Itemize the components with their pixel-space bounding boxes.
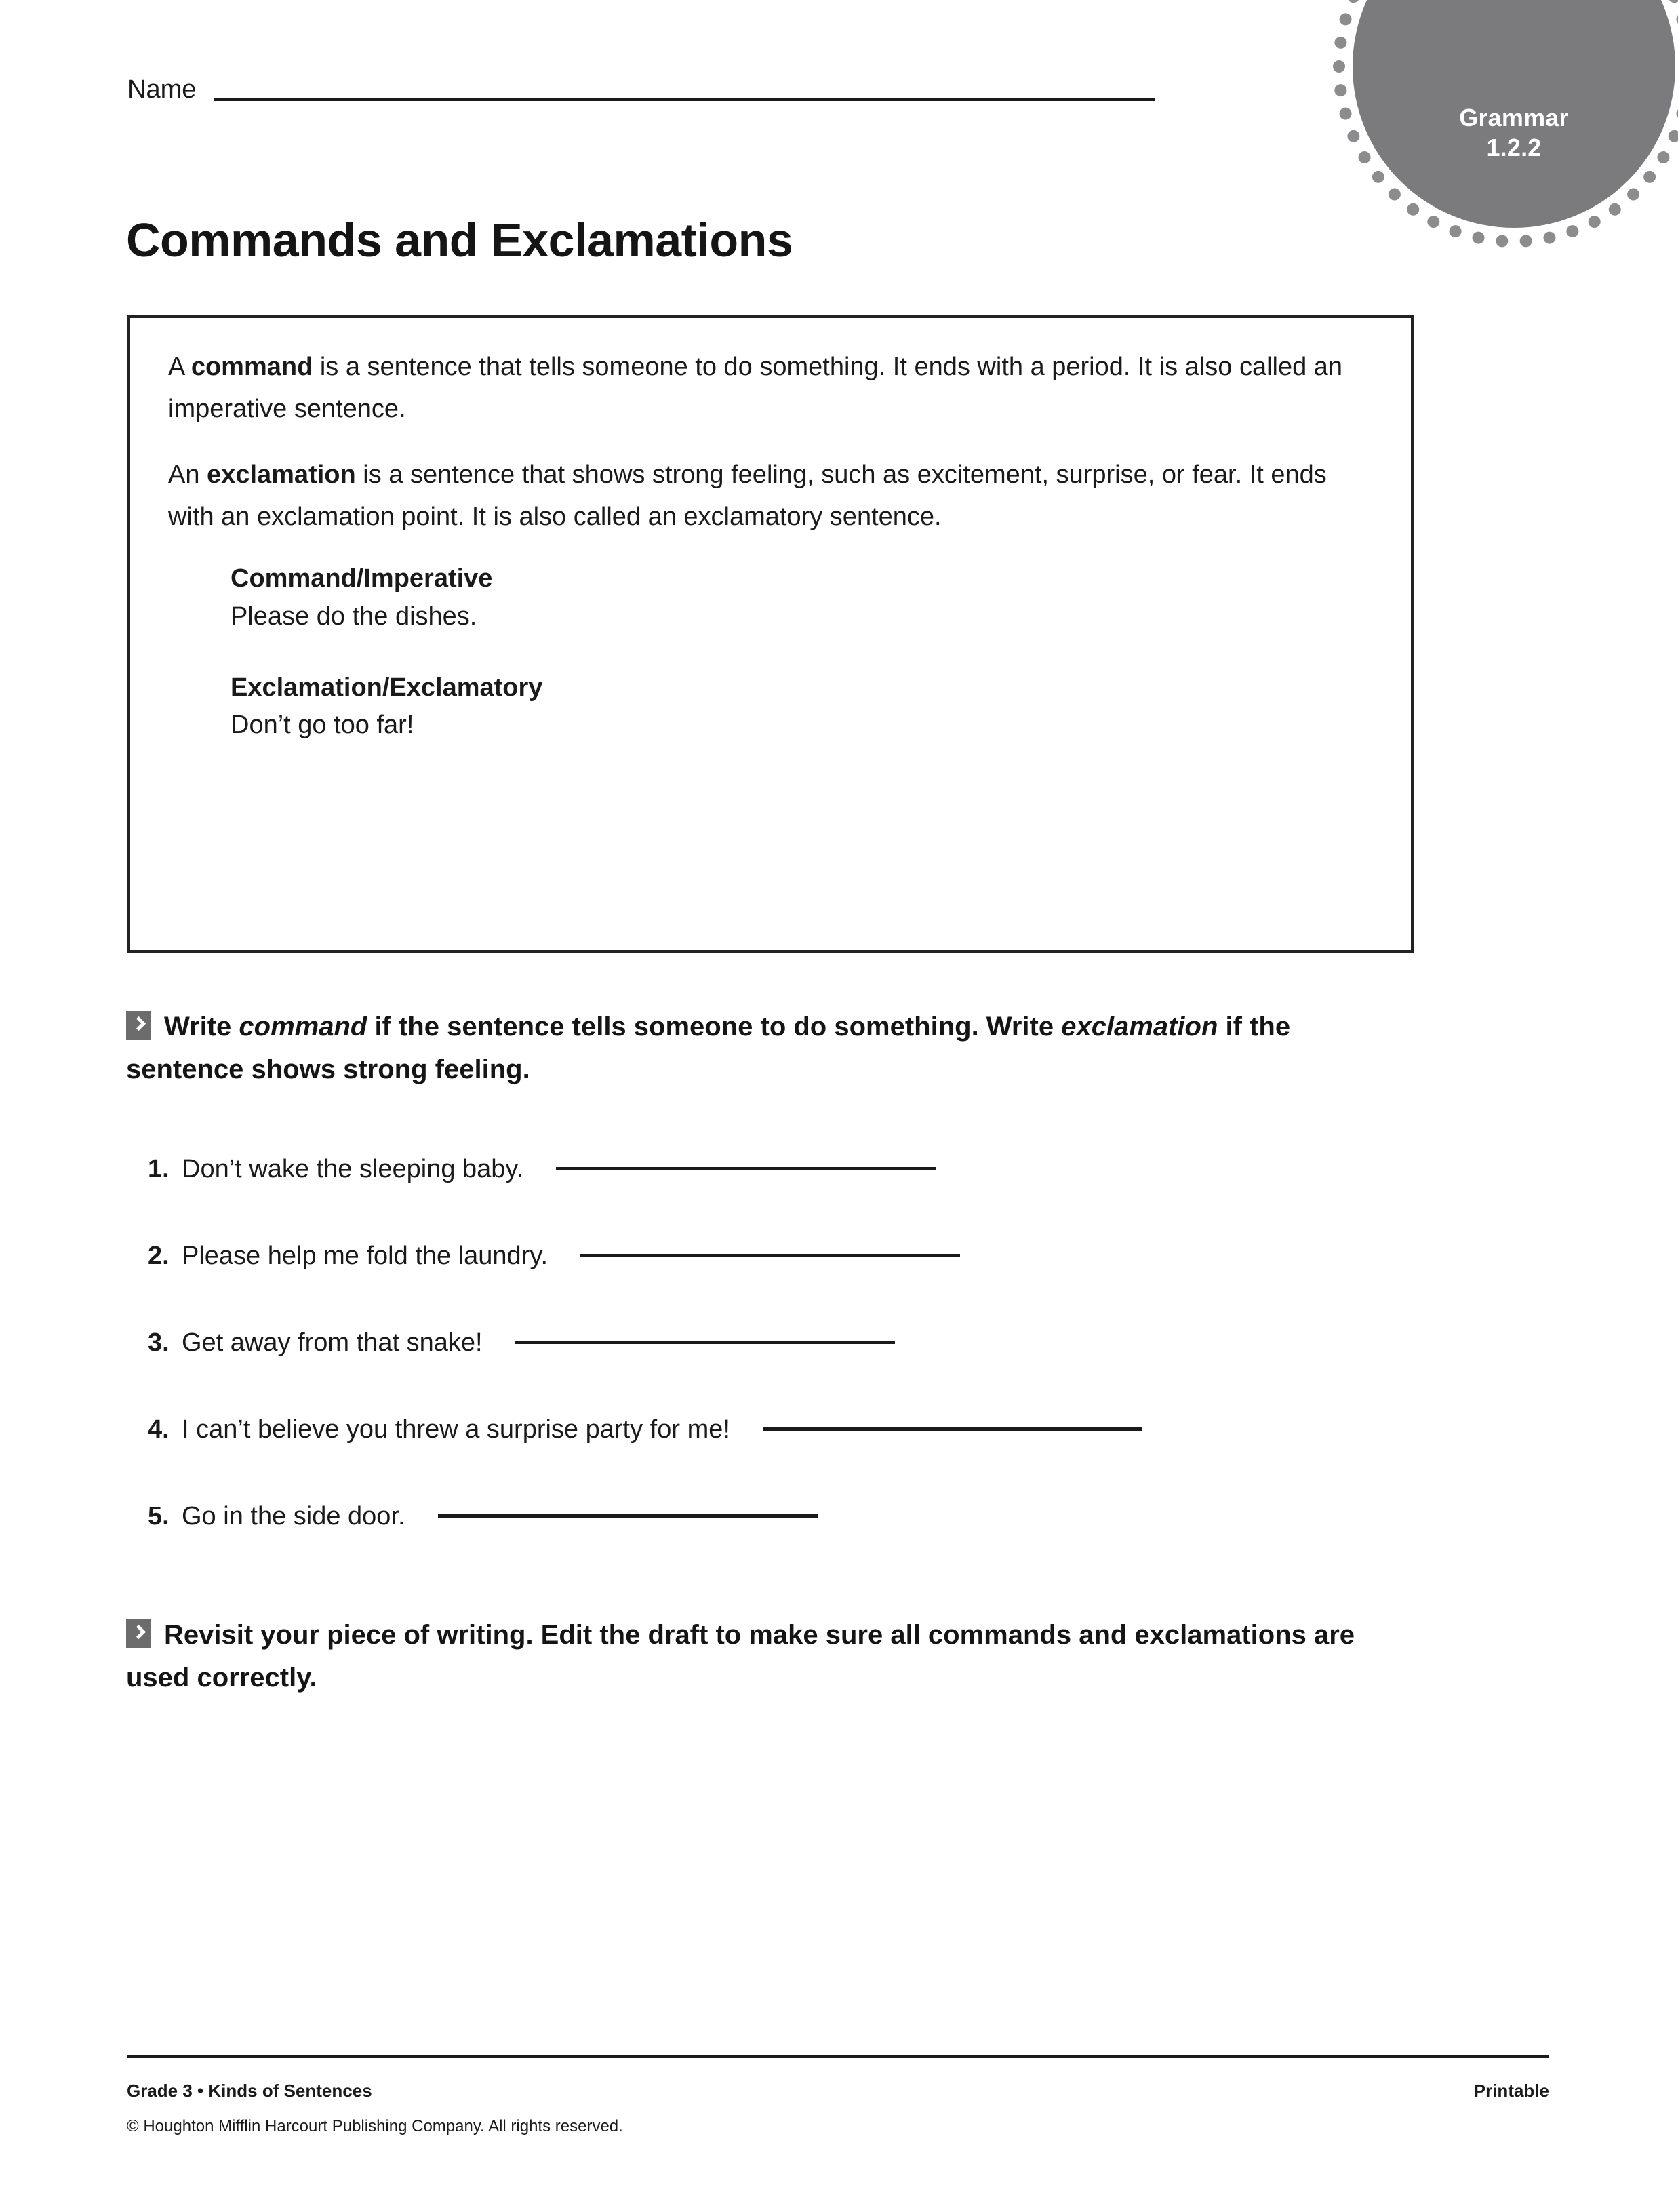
directive1-italic2: exclamation [1061,1012,1218,1042]
definition-paragraph-command [168,347,1373,430]
exercise-number: 5. [148,1502,169,1530]
badge-line-2: 1.2.2 [1486,134,1542,162]
name-label: Name [127,75,197,104]
exercise-item [148,1328,1544,1415]
definition-paragraph-exclamation [168,454,1373,538]
directive-revisit-instructions [126,1614,1414,1699]
grammar-badge [1324,0,1678,256]
def2-term: exclamation [207,460,356,490]
badge-line-1: Grammar [1459,104,1569,132]
badge-text [1353,0,1675,228]
example-text-exclamation: Don’t go too far! [231,711,414,740]
exercise-answer-blank[interactable] [515,1341,895,1344]
exercise-sentence: Please help me fold the laundry. [182,1242,548,1270]
footer-row [127,2080,1549,2101]
footer-divider [127,2055,1549,2058]
footer-right-label: Printable [1473,2080,1549,2101]
example-group [231,562,1373,743]
directive1-part3: if the sentence shows strong feeling. [126,1012,1291,1085]
exercise-number: 2. [148,1242,169,1270]
exercise-item [148,1242,1544,1328]
chevron-right-icon [126,1619,151,1648]
exercise-item [148,1155,1544,1242]
exercise-number: 3. [148,1328,169,1357]
directive2-text: Revisit your piece of writing. Edit the draft to make sure all commands and exclamations are used correctly. [126,1620,1355,1693]
example-text-command: Please do the dishes. [231,601,477,631]
page-title: Commands and Exclamations [126,213,793,266]
exercise-sentence: Go in the side door. [182,1502,405,1530]
def1-prefix: A [168,353,191,381]
directive-write-instructions [126,1006,1414,1091]
exercise-list [148,1155,1544,1589]
exercise-answer-blank[interactable] [556,1167,936,1170]
exercise-sentence: Don’t wake the sleeping baby. [182,1155,524,1183]
example-label-exclamation: Exclamation/Exclamatory [231,673,543,702]
directive1-part2: if the sentence tells someone to do something. Write [367,1012,1062,1042]
name-blank-line[interactable] [214,98,1155,101]
def2-prefix: An [168,460,207,490]
name-row [127,77,1155,105]
definition-box [127,315,1414,953]
exercise-item [148,1502,1544,1589]
def1-suffix: is a sentence that tells someone to do something. It ends with a period. It is also called an imperative sentence. [168,353,1343,423]
exercise-answer-blank[interactable] [580,1254,960,1257]
directive1-part1: Write [164,1012,239,1042]
def1-term: command [191,353,313,381]
exercise-number: 4. [148,1415,169,1444]
exercise-sentence: I can’t believe you threw a surprise party for me! [182,1415,730,1444]
def2-suffix: is a sentence that shows strong feeling, such as excitement, surprise, or fear. It ends with an exclamation point. It is also called an exclamatory sentence. [168,460,1327,531]
exercise-number: 1. [148,1155,169,1183]
example-label-command: Command/Imperative [231,564,493,593]
footer-left-label: Grade 3 • Kinds of Sentences [127,2080,372,2101]
exercise-sentence: Get away from that snake! [182,1328,483,1357]
chevron-right-icon [126,1011,151,1040]
directive1-italic1: command [239,1012,367,1042]
exercise-item [148,1415,1544,1502]
footer-copyright: © Houghton Mifflin Harcourt Publishing Company. All rights reserved. [127,2117,623,2135]
exercise-answer-blank[interactable] [763,1427,1142,1431]
exercise-answer-blank[interactable] [438,1514,818,1518]
